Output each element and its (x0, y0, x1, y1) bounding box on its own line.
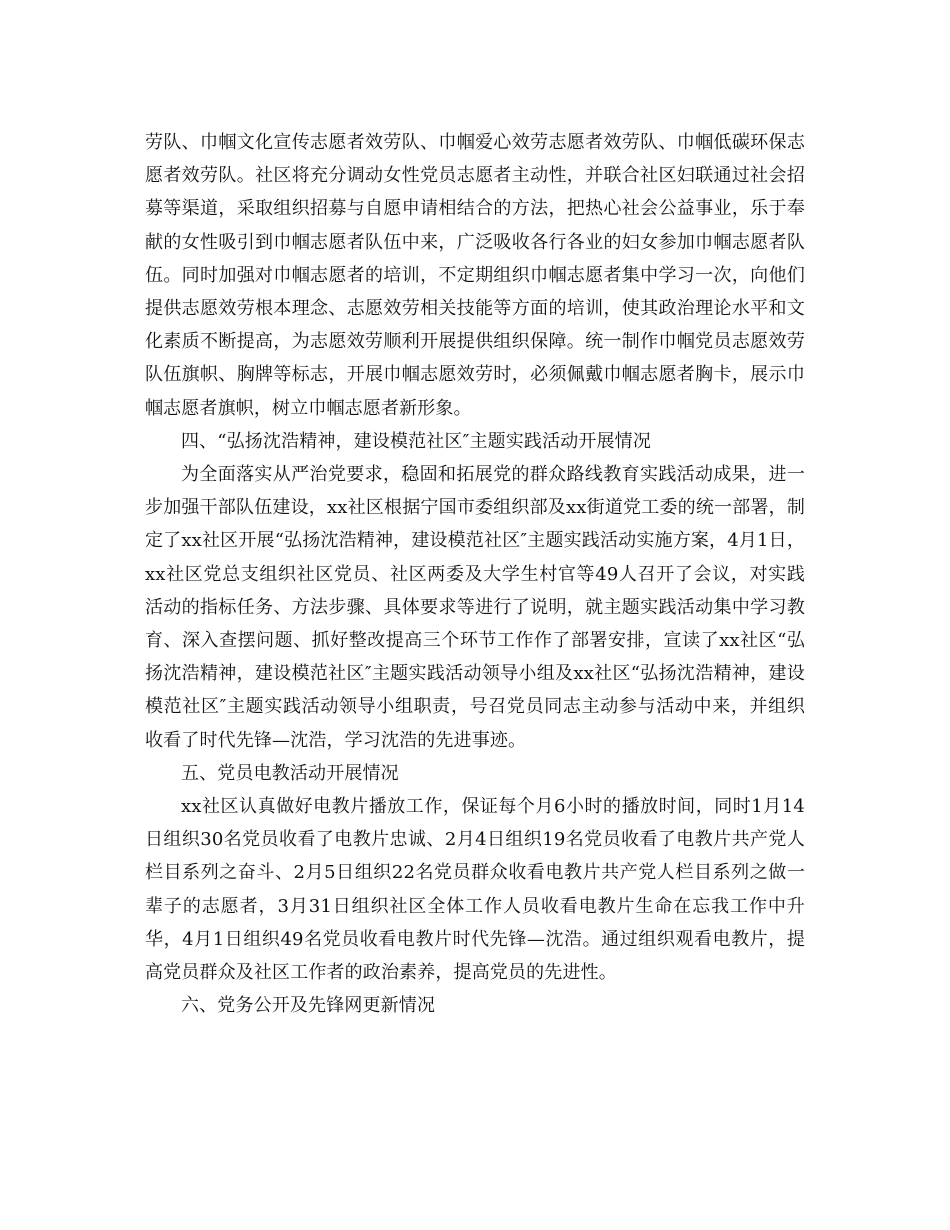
section-heading-five: 五、党员电教活动开展情况 (181, 762, 399, 784)
paragraph-shenhao-campaign: 为全面落实从严治党要求，稳固和拓展党的群众路线教育实践活动成果，进一步加强干部队伍建设，xx社区根据宁国市委组织部及xx街道党工委的统一部署，制定了xx社区开展“弘扬沈浩精神，建设模范社区″主题实践活动实施方案，4月1日，xx社区党总支组织社区党员、社区两委及大学生村官等49人召开了会议，对实践活动的指标任务、方法步骤、具体要求等进行了说明，就主题实践活动集中学习教育、深入查摆问题、抓好整改提高三个环节工作作了部署安排，宣读了xx社区“弘扬沈浩精神，建设模范社区″主题实践活动领导小组及xx社区“弘扬沈浩精神，建设模范社区″主题实践活动领导小组职责，号召党员同志主动参与活动中来，并组织收看了时代先锋—沈浩，学习沈浩的先进事迹。 (145, 464, 805, 751)
document-body (145, 126, 805, 1022)
paragraph-volunteer-teams: 劳队、巾帼文化宣传志愿者效劳队、巾帼爱心效劳志愿者效劳队、巾帼低碳环保志愿者效劳队。社区将充分调动女性党员志愿者主动性，并联合社区妇联通过社会招募等渠道，采取组织招募与自愿申请相结合的方法，把热心社会公益事业，乐于奉献的女性吸引到巾帼志愿者队伍中来，广泛吸收各行各业的妇女参加巾帼志愿者队伍。同时加强对巾帼志愿者的培训，不定期组织巾帼志愿者集中学习一次，向他们提供志愿效劳根本理念、志愿效劳相关技能等方面的培训，使其政治理论水平和文化素质不断提高，为志愿效劳顺利开展提供组织保障。统一制作巾帼党员志愿效劳队伍旗帜、胸牌等标志，开展巾帼志愿效劳时，必须佩戴巾帼志愿者胸卡，展示巾帼志愿者旗帜，树立巾帼志愿者新形象。 (145, 132, 805, 419)
section-heading-four: 四、“弘扬沈浩精神，建设模范社区″主题实践活动开展情况 (181, 430, 651, 452)
section-heading-six: 六、党务公开及先锋网更新情况 (181, 995, 436, 1017)
paragraph-education-films: xx社区认真做好电教片播放工作，保证每个月6小时的播放时间，同时1月14日组织30名党员收看了电教片忠诚、2月4日组织19名党员收看了电教片共产党人栏目系列之奋斗、2月5日组织22名党员群众收看电教片共产党人栏目系列之做一辈子的志愿者，3月31日组织社区全体工作人员收看电教片生命在忘我工作中升华，4月1日组织49名党员收看电教片时代先锋—沈浩。通过组织观看电教片，提高党员群众及社区工作者的政治素养，提高党员的先进性。 (145, 796, 805, 984)
